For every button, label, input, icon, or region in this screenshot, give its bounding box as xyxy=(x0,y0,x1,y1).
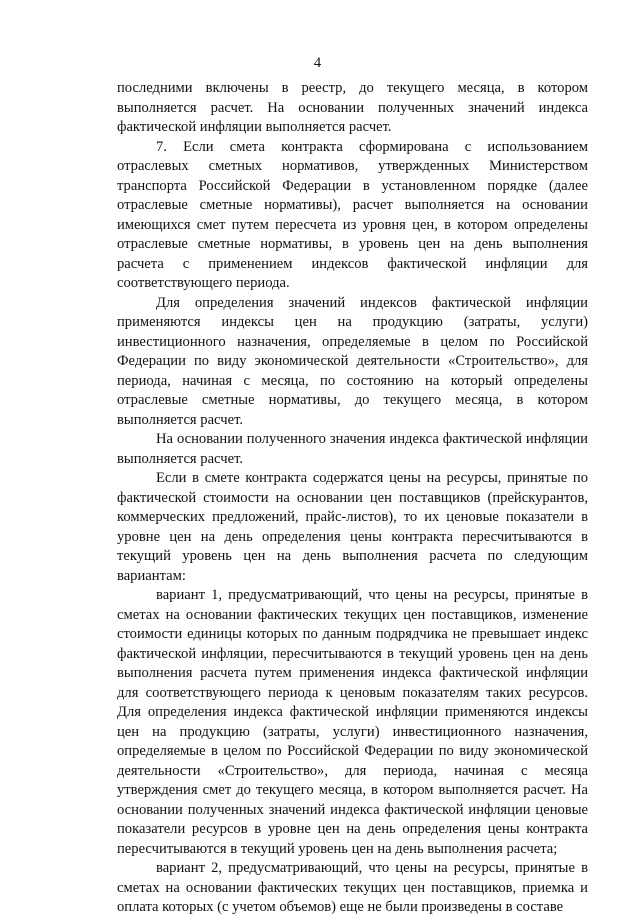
paragraph-calculation-basis: На основании полученного значения индекса фактической инфляции выполняется расчет. xyxy=(117,431,588,467)
page-number: 4 xyxy=(313,55,322,71)
paragraph-inflation-indices: Для определения значений индексов фактической инфляции применяются индексы цен на продукцию (затраты, услуги) инвестиционного назначения, определяемые в целом по Российской Федерации по виду экономической деятельности «Строительство», для периода, начиная с месяца, по состоянию на который определены отраслевые сметные нормативы, до текущего месяца, в котором выполняется расчет. xyxy=(117,294,588,428)
paragraph-variant-2: вариант 2, предусматривающий, что цены на ресурсы, принятые в сметах на основании фактических текущих цен поставщиков, приемка и оплата которых (с учетом объемов) еще не были произведены в составе xyxy=(117,860,588,915)
paragraph-supplier-prices: Если в смете контракта содержатся цены на ресурсы, принятые по фактической стоимости на основании цен поставщиков (прейскурантов, коммерческих предложений, прайс-листов), то их ценовые показатели в уровне цен на день определения цены контракта пересчитываются в текущий уровень цен на день выполнения расчета по следующим вариантам: xyxy=(117,470,588,584)
paragraph-variant-1: вариант 1, предусматривающий, что цены на ресурсы, принятые в сметах на основании фактических текущих цен поставщиков, изменение стоимости единицы которых по данным подрядчика не превышает индекс фактической инфляции, пересчитываются в текущий уровень цен на день выполнения расчета путем применения индекса фактической инфляции для соответствующего периода к ценовым показателям таких ресурсов. Для определения индекса фактической инфляции применяются индексы цен на продукцию (затраты, услуги) инвестиционного назначения, определяемые в целом по Российской Федерации по виду экономической деятельности «Строительство», для периода, начиная с месяца утверждения смет до текущего месяца, в котором выполняется расчет. На основании полученных значений индекса фактической инфляции ценовые показатели ресурсов в уровне цен на день определения цены контракта пересчитываются в текущий уровень цен на день выполнения расчета; xyxy=(117,587,588,857)
document-body xyxy=(117,79,588,918)
paragraph-continuation: последними включены в реестр, до текущего месяца, в котором выполняется расчет. На основании полученных значений индекса фактической инфляции выполняется расчет. xyxy=(117,80,588,135)
paragraph-item-7: 7. Если смета контракта сформирована с использованием отраслевых сметных нормативов, утвержденных Министерством транспорта Российской Федерации в установленном порядке (далее отраслевые сметные нормативы), расчет выполняется на основании имеющихся смет путем пересчета из уровня цен, в котором определены отраслевые сметные нормативы, в уровень цен на день выполнения расчета с применением индексов фактической инфляции для соответствующего периода. xyxy=(117,138,588,291)
